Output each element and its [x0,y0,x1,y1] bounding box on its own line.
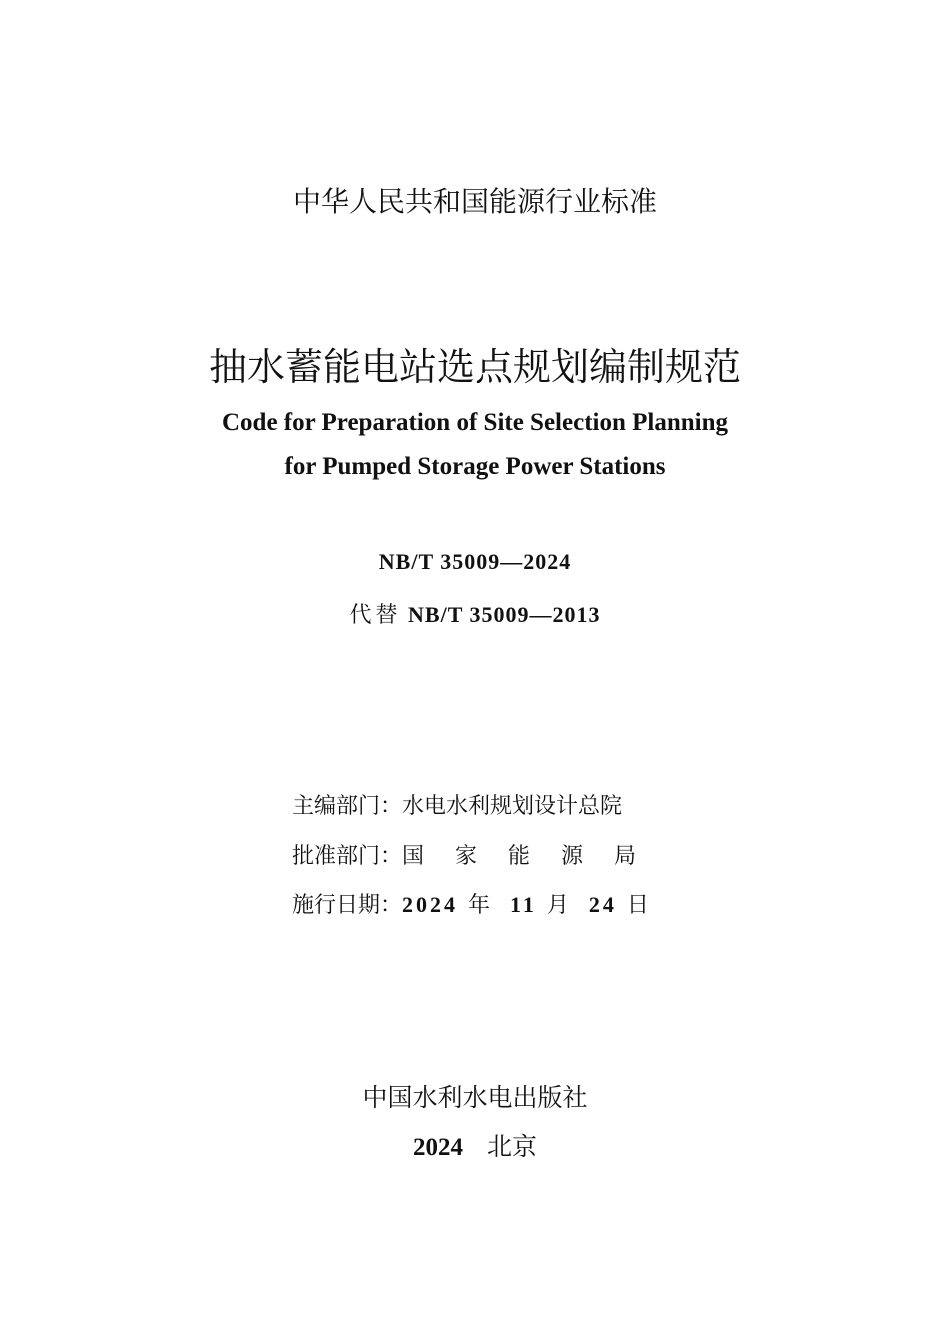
replaces-line [0,598,950,629]
approver-value: 国家能源局 [402,844,668,869]
editor-row [292,789,622,820]
standard-number: NB/T 35009—2024 [378,549,572,574]
date-month-unit: 月 [546,893,569,918]
date-day-unit: 日 [626,893,649,918]
standard-category: 中华人民共和国能源行业标准 [292,185,657,218]
publish-year: 2024 [412,1134,463,1161]
replaces-label: 代替 [349,603,402,628]
approver-label: 批准部门： [292,844,403,869]
date-day: 24 [588,892,617,917]
replaces-number: NB/T 35009—2013 [408,602,601,627]
title-chinese: 抽水蓄能电站选点规划编制规范 [208,345,741,389]
title-english-line2: for Pumped Storage Power Stations [284,453,666,480]
effective-date-row [292,888,649,919]
date-month: 11 [510,892,537,917]
publish-year-city [0,1127,950,1163]
date-label: 施行日期： [292,893,403,918]
publisher-name: 中国水利水电出版社 [362,1083,588,1112]
approver-row [292,839,667,870]
title-english-line1: Code for Preparation of Site Selection Planning [222,409,728,436]
editor-value: 水电水利规划设计总院 [402,794,623,819]
date-year-unit: 年 [468,893,491,918]
publish-city: 北京 [486,1132,537,1161]
editor-label: 主编部门： [292,794,403,819]
date-year: 2024 [402,892,459,917]
